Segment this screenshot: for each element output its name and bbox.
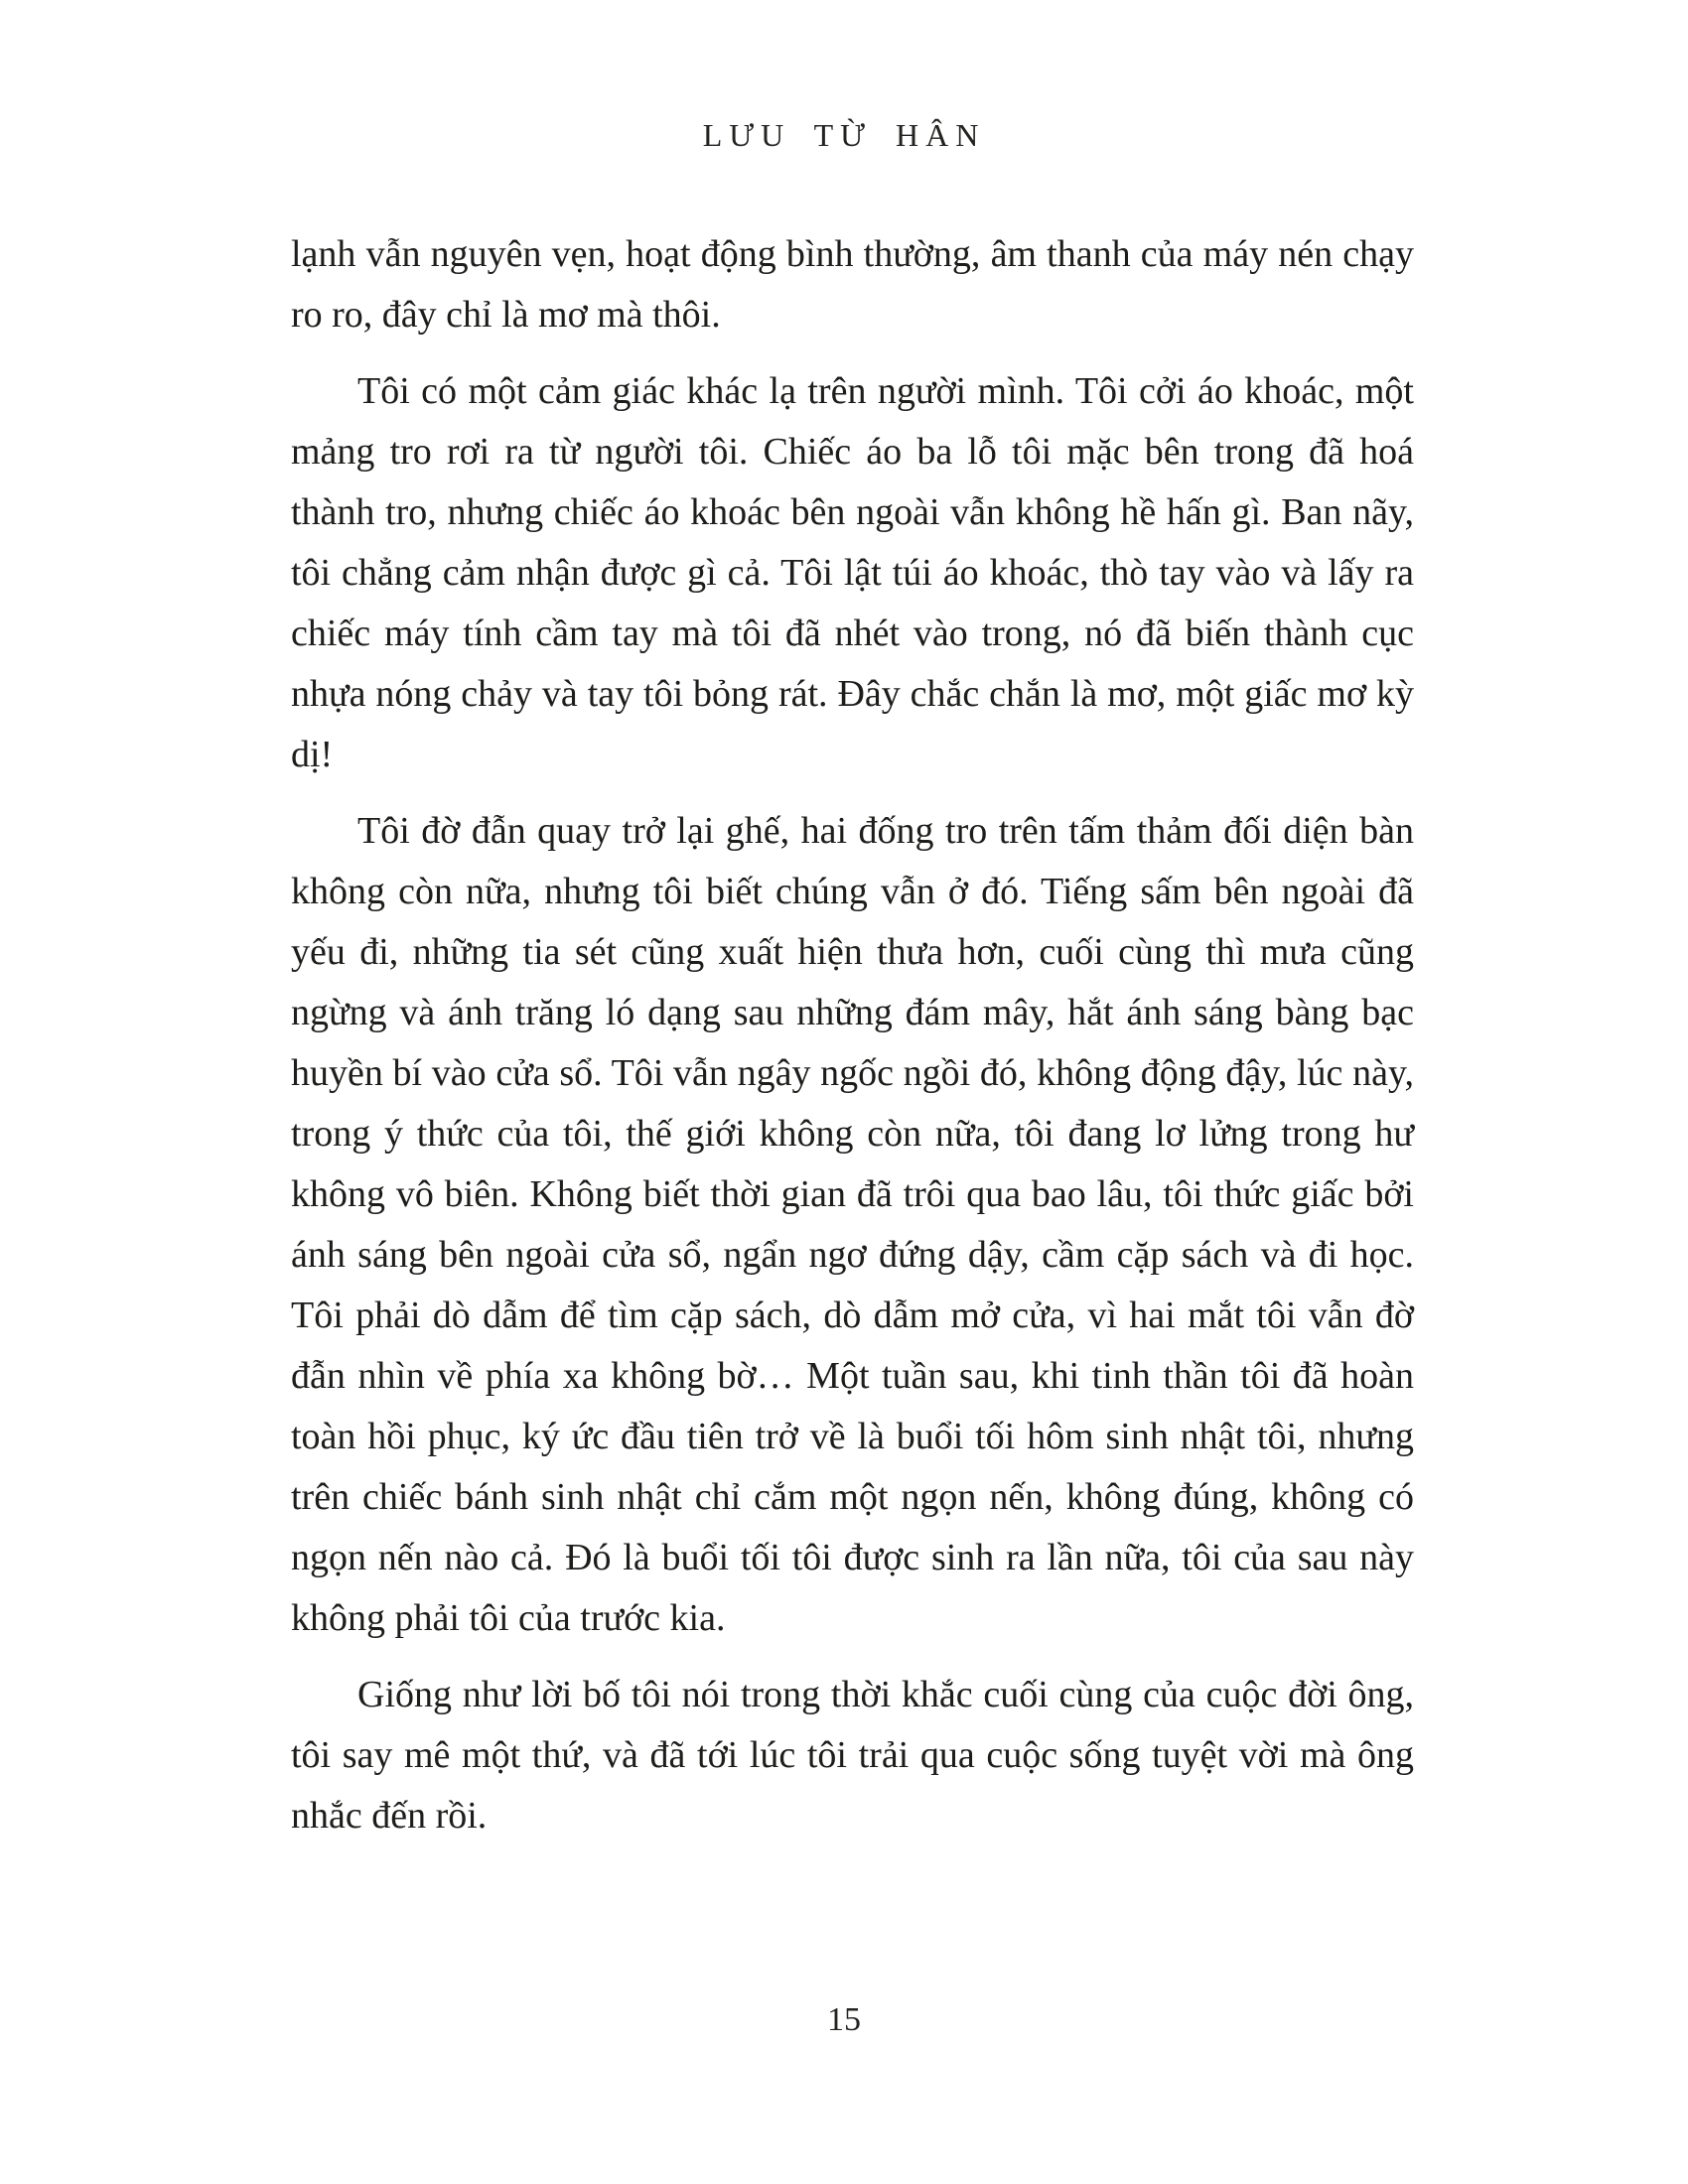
- paragraph: Giống như lời bố tôi nói trong thời khắc cuối cùng của cuộc đời ông, tôi say mê một thứ, và đã tới lúc tôi trải qua cuộc sống tuyệt vời mà ông nhắc đến rồi.: [291, 1674, 1414, 1837]
- running-header-text: LƯU TỪ HÂN: [702, 117, 986, 153]
- page-body: [291, 224, 1414, 1862]
- paragraph: Tôi đờ đẫn quay trở lại ghế, hai đống tro trên tấm thảm đối diện bàn không còn nữa, nhưng tôi biết chúng vẫn ở đó. Tiếng sấm bên ngoài đã yếu đi, những tia sét cũng xuất hiện thưa hơn, cuối cùng thì mưa cũng ngừng và ánh trăng ló dạng sau những đám mây, hắt ánh sáng bàng bạc huyền bí vào cửa sổ. Tôi vẫn ngây ngốc ngồi đó, không động đậy, lúc này, trong ý thức của tôi, thế giới không còn nữa, tôi đang lơ lửng trong hư không vô biên. Không biết thời gian đã trôi qua bao lâu, tôi thức giấc bởi ánh sáng bên ngoài cửa sổ, ngẩn ngơ đứng dậy, cầm cặp sách và đi học. Tôi phải dò dẫm để tìm cặp sách, dò dẫm mở cửa, vì hai mắt tôi vẫn đờ đẫn nhìn về phía xa không bờ… Một tuần sau, khi tinh thần tôi đã hoàn toàn hồi phục, ký ức đầu tiên trở về là buổi tối hôm sinh nhật tôi, nhưng trên chiếc bánh sinh nhật chỉ cắm một ngọn nến, không đúng, không có ngọn nến nào cả. Đó là buổi tối tôi được sinh ra lần nữa, tôi của sau này không phải tôi của trước kia.: [291, 810, 1414, 1639]
- paragraph: Tôi có một cảm giác khác lạ trên người mình. Tôi cởi áo khoác, một mảng tro rơi ra từ người tôi. Chiếc áo ba lỗ tôi mặc bên trong đã hoá thành tro, nhưng chiếc áo khoác bên ngoài vẫn không hề hấn gì. Ban nãy, tôi chẳng cảm nhận được gì cả. Tôi lật túi áo khoác, thò tay vào và lấy ra chiếc máy tính cầm tay mà tôi đã nhét vào trong, nó đã biến thành cục nhựa nóng chảy và tay tôi bỏng rát. Đây chắc chắn là mơ, một giấc mơ kỳ dị!: [291, 370, 1414, 775]
- paragraph-continuation: lạnh vẫn nguyên vẹn, hoạt động bình thường, âm thanh của máy nén chạy ro ro, đây chỉ là mơ mà thôi.: [291, 233, 1414, 336]
- running-header: [0, 117, 1688, 154]
- page-footer: [0, 2001, 1688, 2039]
- page-number: 15: [827, 2001, 861, 2038]
